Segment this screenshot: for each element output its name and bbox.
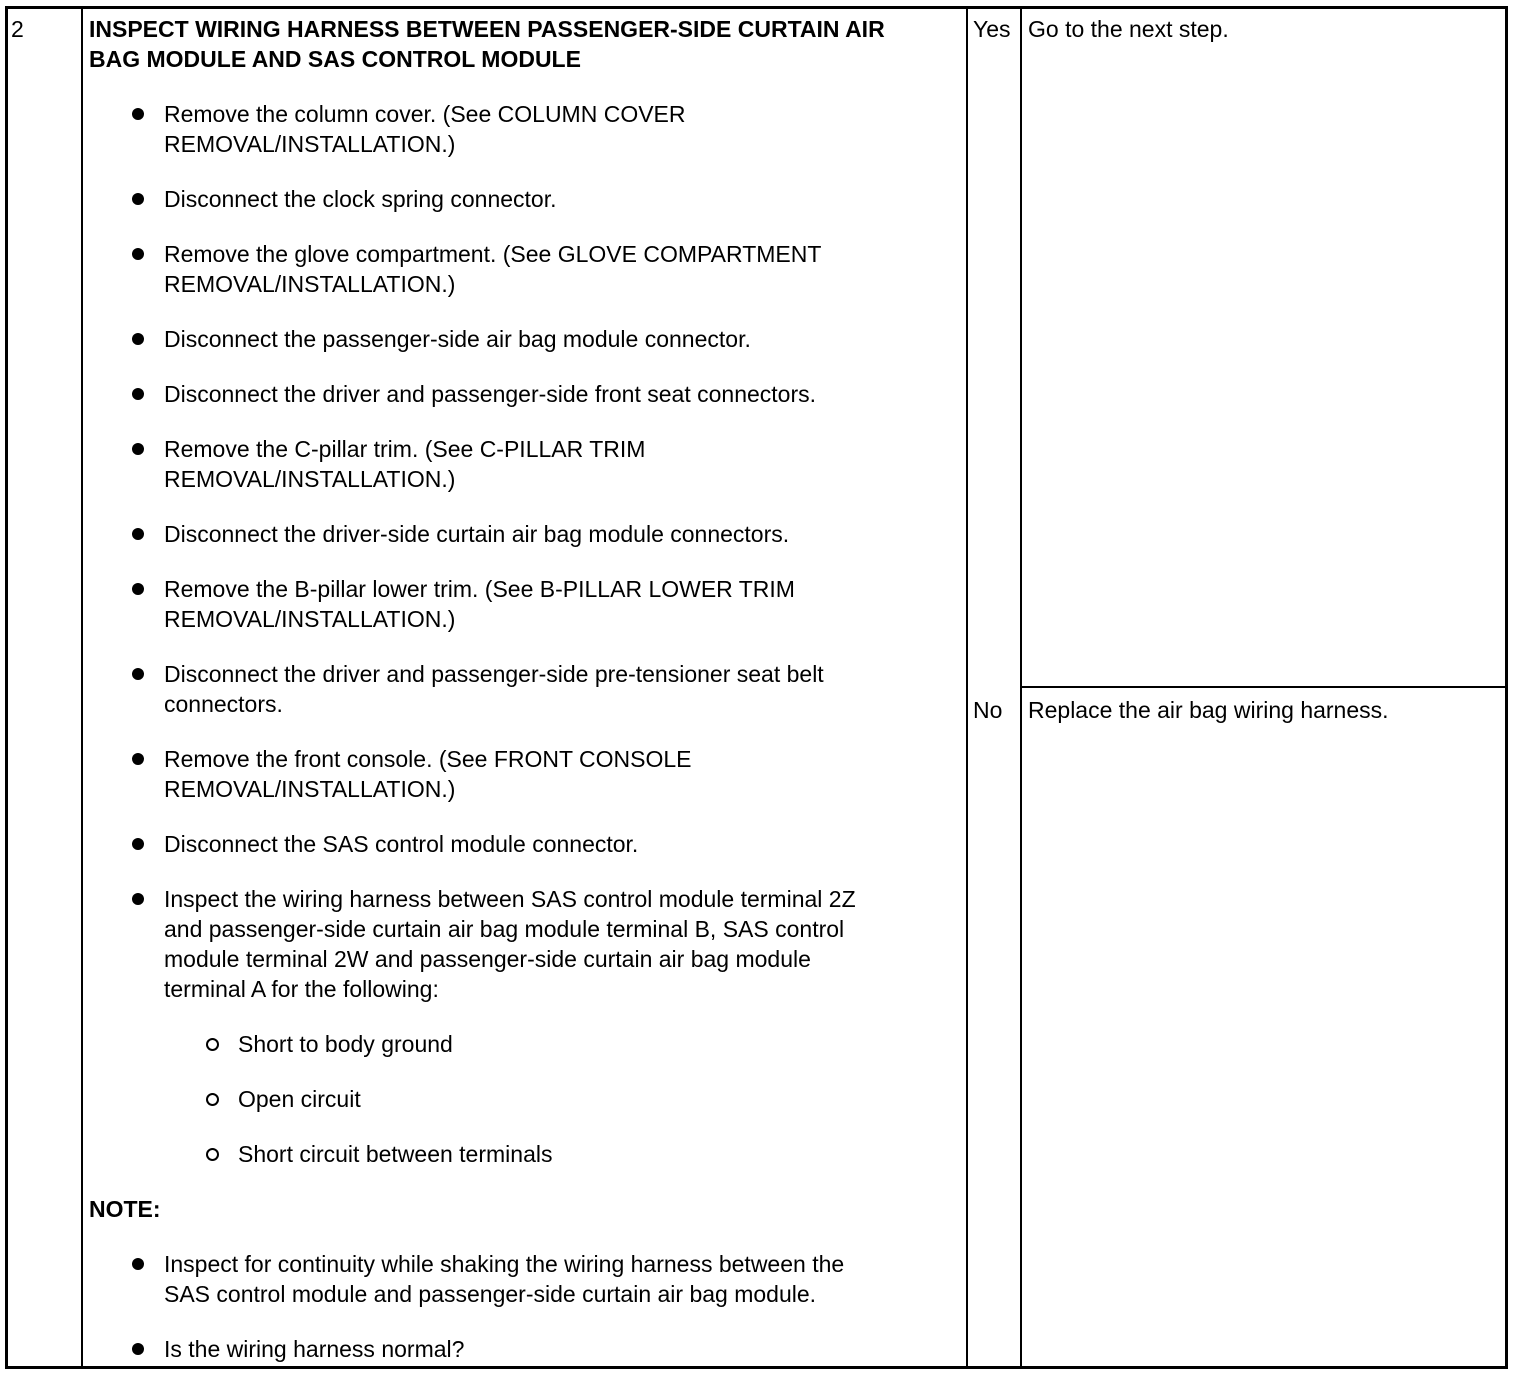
procedure-item: [164, 239, 821, 299]
procedure-item-text: module terminal 2W and passenger-side curtain air bag module: [164, 946, 811, 972]
procedure-item: [164, 184, 556, 214]
bullet-icon: [132, 108, 144, 120]
procedure-item-text: connectors.: [164, 691, 283, 717]
bullet-icon: [132, 893, 144, 905]
no-action: Replace the air bag wiring harness.: [1028, 697, 1389, 723]
procedure-item-text: Remove the B-pillar lower trim. (See B-PILLAR LOWER TRIM: [164, 576, 795, 602]
bullet-icon: [132, 668, 144, 680]
procedure-item-text: Disconnect the clock spring connector.: [164, 186, 557, 212]
hollow-bullet-icon: [206, 1148, 219, 1161]
sub-item-text: Short circuit between terminals: [238, 1141, 553, 1167]
procedure-item-text: Remove the column cover. (See COLUMN COVER: [164, 101, 686, 127]
hollow-bullet-icon: [206, 1093, 219, 1106]
procedure-item-text: Remove the glove compartment. (See GLOVE COMPARTMENT: [164, 241, 822, 267]
procedure-item-text: REMOVAL/INSTALLATION.): [164, 271, 456, 297]
procedure-item: [164, 884, 856, 1004]
procedure-item-text: Disconnect the driver and passenger-side pre-tensioner seat belt: [164, 661, 824, 687]
no-label: No: [973, 697, 1003, 723]
sub-item: [238, 1084, 361, 1114]
procedure-item: [164, 379, 816, 409]
step-number: 2: [11, 16, 24, 42]
procedure-item: [164, 744, 692, 804]
step-title-line: BAG MODULE AND SAS CONTROL MODULE: [89, 46, 581, 72]
bullet-icon: [132, 248, 144, 260]
note-item-text: Inspect for continuity while shaking the wiring harness between the: [164, 1251, 845, 1277]
bullet-icon: [132, 838, 144, 850]
bullet-icon: [132, 388, 144, 400]
bullet-icon: [132, 583, 144, 595]
note-label: NOTE:: [89, 1196, 161, 1222]
bullet-icon: [132, 1343, 144, 1355]
sub-item: [238, 1029, 453, 1059]
procedure-item-text: terminal A for the following:: [164, 976, 439, 1002]
procedure-item: [164, 434, 645, 494]
procedure-item-text: Disconnect the driver-side curtain air bag module connectors.: [164, 521, 790, 547]
bullet-icon: [132, 1258, 144, 1270]
column-divider-step: [81, 6, 83, 1369]
procedure-item-text: Remove the C-pillar trim. (See C-PILLAR TRIM: [164, 436, 646, 462]
note-item-text: SAS control module and passenger-side curtain air bag module.: [164, 1281, 817, 1307]
procedure-item-text: Disconnect the driver and passenger-side front seat connectors.: [164, 381, 817, 407]
procedure-item: [164, 519, 789, 549]
procedure-item-text: Disconnect the passenger-side air bag module connector.: [164, 326, 751, 352]
procedure-item-text: REMOVAL/INSTALLATION.): [164, 606, 456, 632]
procedure-item: [164, 829, 638, 859]
note-item: [164, 1334, 464, 1364]
procedure-item: [164, 324, 751, 354]
row-divider-yes-no: [1021, 686, 1508, 688]
column-divider-procedure: [966, 6, 968, 1369]
procedure-item-text: REMOVAL/INSTALLATION.): [164, 776, 456, 802]
bullet-icon: [132, 753, 144, 765]
step-title: [89, 14, 885, 74]
bullet-icon: [132, 333, 144, 345]
procedure-item-text: REMOVAL/INSTALLATION.): [164, 466, 456, 492]
bullet-icon: [132, 443, 144, 455]
note-item: [164, 1249, 844, 1309]
bullet-icon: [132, 193, 144, 205]
procedure-item: [164, 574, 795, 634]
sub-item-text: Open circuit: [238, 1086, 361, 1112]
procedure-item-text: and passenger-side curtain air bag module terminal B, SAS control: [164, 916, 845, 942]
procedure-item-text: REMOVAL/INSTALLATION.): [164, 131, 456, 157]
procedure-item-text: Disconnect the SAS control module connector.: [164, 831, 639, 857]
bullet-icon: [132, 528, 144, 540]
note-item-text: Is the wiring harness normal?: [164, 1336, 465, 1362]
sub-item: [238, 1139, 552, 1169]
yes-action: Go to the next step.: [1028, 16, 1229, 42]
sub-item-text: Short to body ground: [238, 1031, 453, 1057]
yes-label: Yes: [973, 16, 1011, 42]
hollow-bullet-icon: [206, 1038, 219, 1051]
procedure-item-text: Inspect the wiring harness between SAS control module terminal 2Z: [164, 886, 856, 912]
step-title-line: INSPECT WIRING HARNESS BETWEEN PASSENGER-SIDE CURTAIN AIR: [89, 16, 885, 42]
procedure-item: [164, 99, 686, 159]
procedure-item-text: Remove the front console. (See FRONT CONSOLE: [164, 746, 692, 772]
procedure-item: [164, 659, 824, 719]
